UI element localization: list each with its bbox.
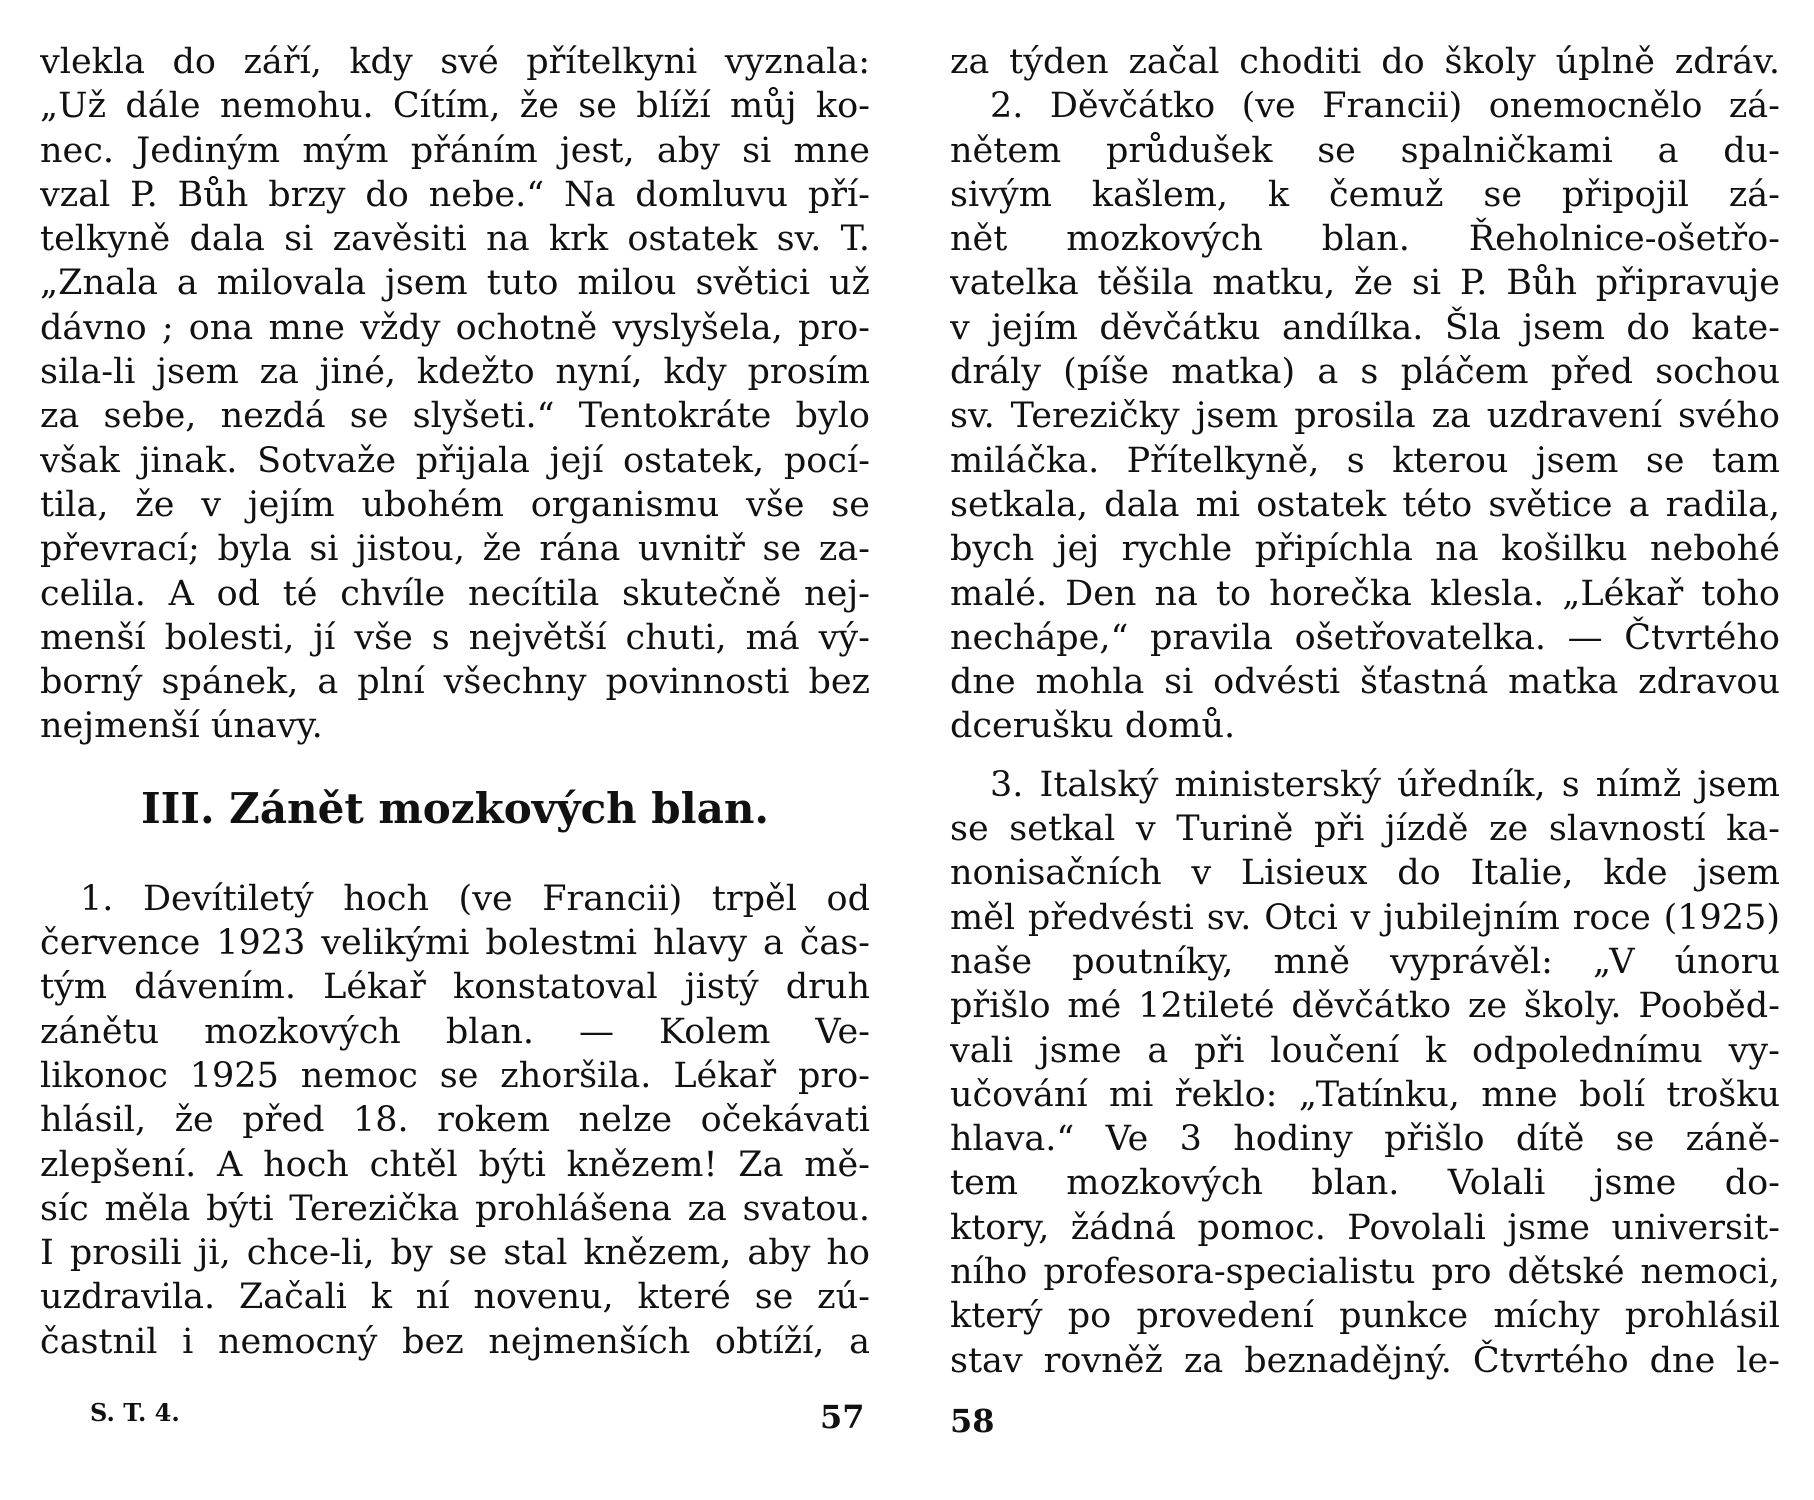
text-line: přišlo mé 12tileté děvčátko ze školy. Pooběd-	[950, 986, 1780, 1027]
text-line: menší bolesti, jí vše s největší chuti, má vý-	[40, 617, 870, 658]
text-line: tem mozkových blan. Volali jsme do-	[950, 1163, 1780, 1204]
text-line: vlekla do září, kdy své přítelkyni vyznala:	[40, 42, 870, 82]
text-line: převrací; byla si jistou, že rána uvnitř se za-	[40, 529, 870, 570]
text-line: nonisačních v Lisieux do Italie, kde jsem	[950, 853, 1780, 894]
text-line: tým dávením. Lékař konstatoval jistý druh	[40, 967, 870, 1008]
text-line: ního profesora-specialistu pro dětské nemoci,	[950, 1252, 1780, 1293]
text-line: síc měla býti Terezička prohlášena za svatou.	[40, 1188, 870, 1229]
text-line: malé. Den na to horečka klesla. „Lékař toho	[950, 573, 1780, 614]
text-line: „Znala a milovala jsem tuto milou světici už	[40, 263, 870, 304]
text-line: bych jej rychle připíchla na košilku nebohé	[950, 529, 1780, 570]
text-line: nec. Jediným mým přáním jest, aby si mne	[40, 130, 870, 171]
text-line: dcerušku domů.	[950, 706, 1236, 747]
text-line: borný spánek, a plní všechny povinnosti bez	[40, 662, 870, 703]
text-line: za sebe, nezdá se slyšeti.“ Tentokráte bylo	[40, 396, 870, 437]
page-number: 57	[820, 1398, 865, 1436]
text-line: zánětu mozkových blan. — Kolem Ve-	[40, 1011, 870, 1052]
text-line: 2. Děvčátko (ve Francii) onemocnělo zá-	[990, 86, 1780, 127]
text-line: však jinak. Sotvaže přijala její ostatek, pocí-	[40, 440, 870, 481]
left-page	[40, 0, 870, 1500]
text-line: miláčka. Přítelkyně, s kterou jsem se tam	[950, 440, 1780, 481]
text-line: stav rovněž za beznadějný. Čtvrtého dne le-	[950, 1340, 1780, 1381]
section-heading: III. Zánět mozkových blan.	[141, 783, 769, 833]
text-line: sv. Terezičky jsem prosila za uzdravení svého	[950, 396, 1780, 437]
text-line: který po provedení punkce míchy prohlásil	[950, 1296, 1780, 1337]
text-line: července 1923 velikými bolestmi hlavy a čas-	[40, 923, 870, 964]
text-line: „Už dále nemohu. Cítím, že se blíží můj ko-	[40, 86, 870, 127]
signature-mark: S. T. 4.	[90, 1398, 180, 1427]
text-line: nejmenší únavy.	[40, 706, 323, 747]
text-line: vali jsme a při loučení k odpolednímu vy-	[950, 1030, 1780, 1071]
text-line: 1. Devítiletý hoch (ve Francii) trpěl od	[80, 878, 870, 919]
page-number: 58	[950, 1402, 995, 1440]
text-line: dávno ; ona mne vždy ochotně vyslyšela, pro-	[40, 307, 870, 348]
text-line: měl předvésti sv. Otci v jubilejním roce (1925)	[950, 897, 1780, 938]
text-line: zlepšení. A hoch chtěl býti knězem! Za mě-	[40, 1144, 870, 1185]
text-line: učování mi řeklo: „Tatínku, mne bolí trošku	[950, 1074, 1780, 1115]
text-line: celila. A od té chvíle necítila skutečně nej-	[40, 573, 870, 614]
text-line: setkala, dala mi ostatek této světice a radila,	[950, 484, 1780, 525]
text-line: se setkal v Turině při jízdě ze slavností ka-	[950, 809, 1780, 850]
text-line: nechápe,“ pravila ošetřovatelka. — Čtvrtého	[950, 617, 1780, 658]
text-line: tila, že v jejím ubohém organismu vše se	[40, 484, 870, 525]
text-line: v jejím děvčátku andílka. Šla jsem do kate-	[950, 307, 1780, 348]
text-line: častnil i nemocný bez nejmenších obtíží, a	[40, 1321, 870, 1362]
text-line: vzal P. Bůh brzy do nebe.“ Na domluvu pří-	[40, 174, 870, 215]
text-line: nětem průdušek se spalničkami a du-	[950, 130, 1780, 171]
text-line: hlava.“ Ve 3 hodiny přišlo dítě se záně-	[950, 1119, 1780, 1160]
text-line: drály (píše matka) a s pláčem před sochou	[950, 352, 1780, 393]
text-line: I prosili ji, chce-li, by se stal knězem, aby ho	[40, 1233, 870, 1274]
text-line: hlásil, že před 18. rokem nelze očekávati	[40, 1100, 870, 1141]
left-page-text	[40, 40, 870, 1364]
text-line: naše poutníky, mně vyprávěl: „V únoru	[950, 941, 1780, 982]
text-line: uzdravila. Začali k ní novenu, které se zú-	[40, 1277, 870, 1318]
text-line: vatelka těšila matku, že si P. Bůh připravuje	[950, 263, 1780, 304]
text-line: nět mozkových blan. Řeholnice-ošetřo-	[950, 219, 1780, 260]
right-page-text	[950, 40, 1780, 1383]
text-line: dne mohla si odvésti šťastná matka zdravou	[950, 662, 1780, 703]
text-line: ktory, žádná pomoc. Povolali jsme universit-	[950, 1207, 1780, 1248]
text-line: sivým kašlem, k čemuž se připojil zá-	[950, 174, 1780, 215]
right-page	[950, 0, 1780, 1500]
text-line: 3. Italský ministerský úředník, s nímž jsem	[990, 764, 1780, 805]
text-line: telkyně dala si zavěsiti na krk ostatek sv. T.	[40, 219, 870, 260]
text-line: likonoc 1925 nemoc se zhoršila. Lékař pro-	[40, 1055, 870, 1096]
text-line: za týden začal choditi do školy úplně zdráv.	[950, 42, 1780, 82]
text-line: sila-li jsem za jiné, kdežto nyní, kdy prosím	[40, 352, 870, 393]
